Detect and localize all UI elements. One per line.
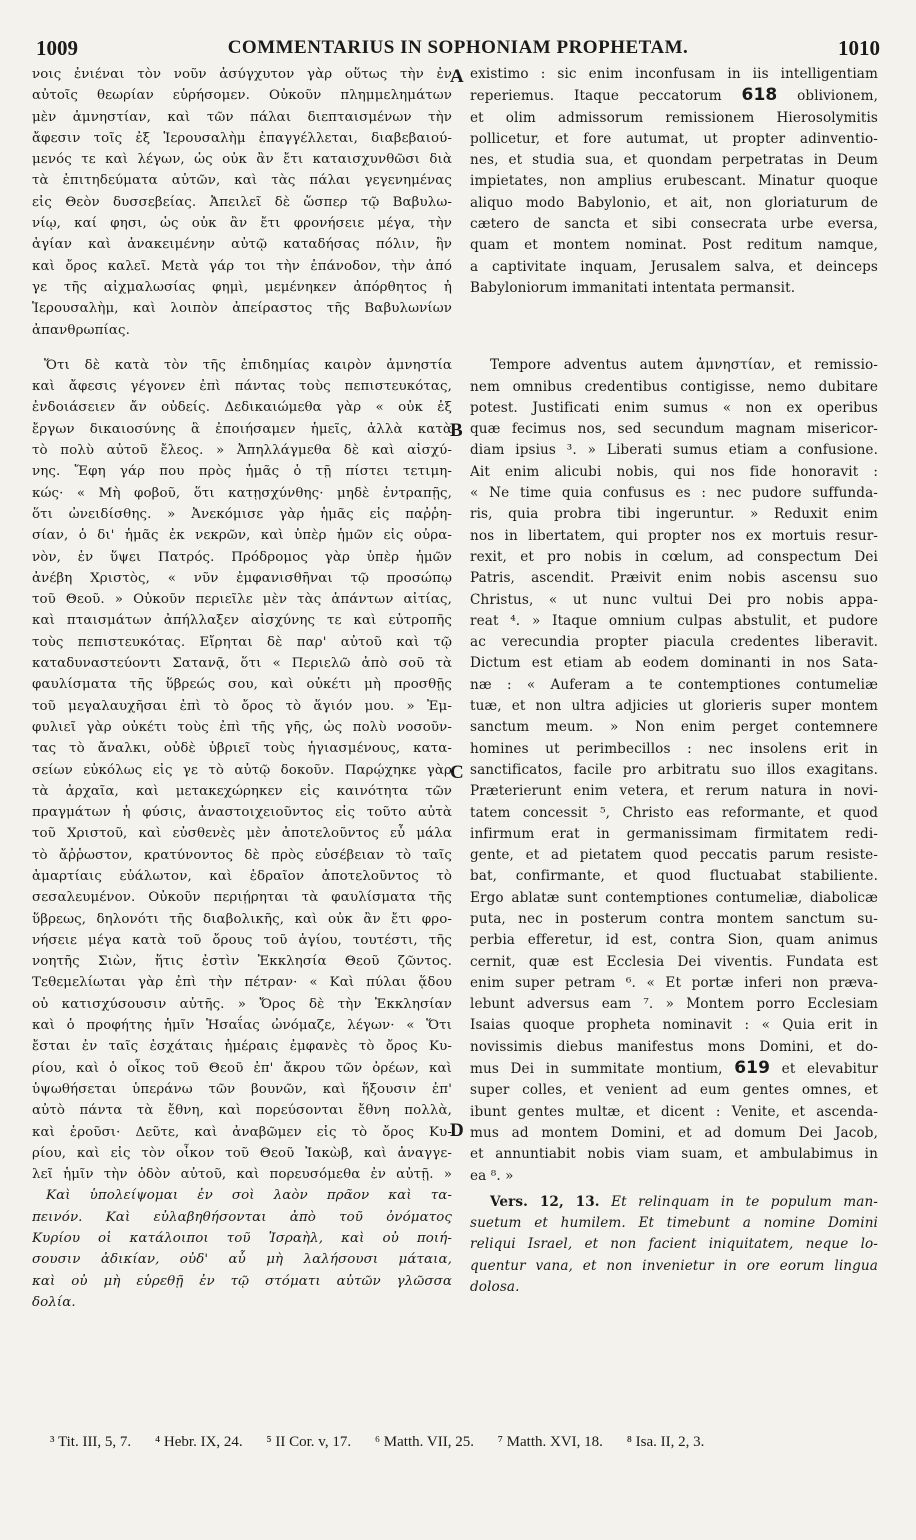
text-line: τὰ ἀρχαῖα, καὶ μετακεχώρηκεν εἰς καινότητα τῶν	[32, 783, 452, 799]
text-line: « Ne time quia confusus es : nec pudore suffunda-	[470, 485, 878, 502]
text-line: ἔργων δικαιοσύνης ἃ ἐποιήσαμεν ἡμεῖς, ἀλλὰ κατὰ	[32, 421, 452, 437]
text-line: Christus, « ut nunc vultui Dei pro nobis appa-	[470, 591, 878, 608]
page-number-left: 1009	[36, 36, 78, 60]
text-line: φυλιεῖ γὰρ οὐκέτι τοὺς ἐπὶ τῆς γῆς, ὡς πολὺ νοσοῦν-	[32, 719, 452, 735]
text-line: Babyloniorum immanitati intentata permansit.	[470, 279, 796, 296]
greek-verse-lemma	[32, 1185, 452, 1313]
text-line: τοὺς πεπιστευκότας. Εἴρηται δὲ παρ' αὐτοῦ καὶ τῷ	[32, 634, 452, 650]
text-line: καταδυναστεύοντι Σατανᾷ, ὅτι « Περιελῶ ἀπὸ σοῦ τὰ	[32, 656, 452, 672]
text-line: nem omnibus credentibus contigisse, nemo dubitare	[470, 378, 878, 395]
text-line: tuæ, et non ultra adjicies ut glorieris super montem	[470, 698, 878, 715]
text-line: ἐνδοιάσειεν ἄν οὐδείς. Δεδικαιώμεθα γὰρ « οὐκ ἐξ	[32, 400, 452, 416]
text-line: ἄφεσιν τοῖς ἐξ Ἱερουσαλὴμ ἐπαγγέλλεται, διαβεβαιού-	[32, 130, 452, 146]
text-line: καὶ ἄφεσις γέγονεν ἐπὶ πάντας τοὺς πεπιστευκότας,	[32, 379, 452, 395]
text-line: pollicetur, et fore autumat, ut propter adinventio-	[470, 130, 878, 147]
footnote: ⁵ II Cor. v, 17.	[266, 1434, 352, 1450]
text-line: cætero de sancta et sibi consecrata urbe eversa,	[470, 216, 878, 233]
text-line: reat ⁴. » Itaque omnium culpas abstulit, et pudore	[470, 612, 878, 629]
text-line: diam ipsius ³. » Liberati sumus etiam a confusione.	[470, 442, 878, 459]
text-line: quam et montem nominat. Post reditum namque,	[470, 237, 878, 254]
text-line: νοητῆς Σιὼν, ἥτις ἐστὶν Ἐκκλησία Θεοῦ ζῶντος.	[32, 954, 452, 970]
latin-column	[470, 64, 878, 1298]
text-line: Dictum est etiam ab eodem dominanti in nos Sata-	[470, 655, 878, 672]
text-line: πεινόν. Καὶ εὐλαβηθήσονται ἀπὸ τοῦ ὀνόματος	[32, 1209, 452, 1225]
running-title: COMMENTARIUS IN SOPHONIAM PROPHETAM.	[227, 37, 689, 58]
text-line: τὸ ἄῤῥωστον, κρατύνοντος δὲ πρὸς εὐσέβειαν τὸ ταῖς	[32, 847, 452, 863]
text-line: Ὅτι δὲ κατὰ τὸν τῆς ἐπιδημίας καιρὸν ἀμνηστία	[44, 357, 452, 373]
text-line: καὶ οὐ μὴ εὑρεθῇ ἐν τῷ στόματι αὐτῶν γλῶσσα	[32, 1273, 452, 1289]
text-line: quentur vana, et non invenietur in ore eorum lingua	[470, 1257, 878, 1274]
text-line: φαυλίσματα τῆς ὕβρεώς σου, καὶ οὐκέτι μὴ προσθῇς	[32, 677, 452, 693]
latin-paragraph-1	[470, 64, 878, 299]
text-line: κώς· « Μὴ φοβοῦ, ὅτι κατῃσχύνθης· μηδὲ ἐντραπῇς,	[32, 485, 452, 501]
page-number-right: 1010	[838, 36, 880, 60]
text-line: λεῖ ἡμῖν τὴν ὁδὸν αὐτοῦ, καὶ πορευσόμεθα ἐν αὐτῇ. »	[32, 1167, 452, 1183]
text-line: ἁμαρτίαις εὐάλωτον, καὶ ἑδραῖον ἀποτελοῦντος τὸ	[32, 868, 452, 884]
footnote: ⁸ Isa. II, 2, 3.	[626, 1434, 705, 1450]
text-line: καὶ ὁ προφήτης ἡμῖν Ἡσαΐας ὠνόμαζε, λέγων· « Ὅτι	[32, 1018, 452, 1034]
text-line: sanctum meum. » Non enim perget contemnere	[470, 719, 878, 736]
text-line: δολία.	[32, 1294, 76, 1310]
text-line: ἀνέβη Χριστὸς, « νῦν ἐμφανισθῆναι τῷ προσώπῳ	[32, 570, 452, 586]
text-line: Ἱερουσαλὴμ, καὶ λοιπὸν ἀπείραστος τῆς Βαβυλωνίων	[32, 301, 452, 317]
footnote: ⁶ Matth. VII, 25.	[374, 1434, 474, 1450]
text-line: τὸ πολὺ αὐτοῦ ἔλεος. » Ἀπηλλάγμεθα δὲ καὶ αἰσχύ-	[32, 443, 452, 459]
text-line: μενός τε καὶ λέγων, ὡς οὐκ ἂν ἔτι καταισχυνθῶσι διὰ	[32, 152, 452, 168]
footnote: ³ Tit. III, 5, 7.	[50, 1434, 132, 1450]
text-line: quæ fecimus nos, sed secundum magnam misericor-	[470, 421, 878, 438]
text-line: ὕβρεως, δηλονότι τῆς διαβολικῆς, καὶ οὐκ ἂν ἔτι φρο-	[32, 911, 452, 927]
text-line: novissimis diebus manifestus mons Domini, et do-	[470, 1038, 878, 1055]
text-line: bat, confirmante, et quod fluctuabat stabiliente.	[470, 868, 878, 885]
text-line: reliqui Israel, et non facient iniquitatem, neque lo-	[470, 1236, 878, 1253]
text-line: mus ad montem Domini, et ad domum Dei Jacob,	[470, 1124, 878, 1141]
text-line: ρίου, καὶ εἰς τὸν οἶκον τοῦ Θεοῦ Ἰακὼβ, καὶ ἀναγγε-	[32, 1145, 452, 1161]
text-line: Κυρίου οἱ κατάλοιποι τοῦ Ἰσραὴλ, καὶ οὐ ποιή-	[32, 1231, 452, 1247]
text-line: καὶ ἐροῦσι· Δεῦτε, καὶ ἀναβῶμεν εἰς τὸ ὄρος Κυ-	[32, 1124, 452, 1140]
text-line: nes, et studia sua, et quondam perpetratas in Deum	[470, 152, 878, 169]
text-line: τοῦ Θεοῦ. » Οὐκοῦν περιεῖλε μὲν τὰς ἁπάντων αἰτίας,	[32, 592, 452, 608]
text-line: homines ut perimbecillos : nec insolens erit in	[470, 740, 878, 757]
text-line: ὅτι ὠνειδίσθης. » Ἀνεκόμισε γὰρ ἡμᾶς εἰς παῤῥη-	[32, 506, 452, 522]
text-line: nos in libertatem, qui propter nos ex mortuis resur-	[470, 527, 878, 544]
column-number: 618	[741, 85, 778, 106]
footnote: ⁴ Hebr. IX, 24.	[154, 1434, 243, 1450]
text-line: impietates, non amplius erubescant. Minatur quoque	[470, 173, 878, 190]
text-line: νήσειε μέγα κατὰ τοῦ ὄρους τοῦ ἁγίου, τουτέστι, τῆς	[32, 932, 452, 948]
text-line: σουσιν ἀδικίαν, οὐδ' αὖ μὴ λαλήσουσι μάταια,	[32, 1252, 452, 1268]
text-line: et annuntiabit nobis viam suam, et ambulabimus in	[470, 1146, 878, 1163]
text-line: γε τῆς αἰχμαλωσίας φημὶ, μεμένηκεν ἀπόρθητος ἡ	[32, 279, 452, 295]
text-line: νίῳ, καί φησι, ὡς οὐκ ἂν ἔτι φρονήσειε μέγα, τὴν	[32, 216, 452, 232]
text-line: suetum et humilem. Et timebunt a nomine Domini	[470, 1215, 878, 1232]
text-line: μὲν ἀμνηστίαν, καὶ τῶν πάλαι διεπταισμένων τὴν	[32, 109, 452, 125]
footnote: ⁷ Matth. XVI, 18.	[497, 1434, 603, 1450]
text-line: ἔσται ἐν ταῖς ἐσχάταις ἡμέραις ἐμφανὲς τὸ ὄρος Κυ-	[32, 1039, 452, 1055]
text-line: potest. Justificati enim sumus « non ex operibus	[470, 399, 878, 416]
greek-paragraph-2	[32, 355, 452, 1186]
text-line: ἀπανθρωπίας.	[32, 322, 130, 338]
text-line: πραγμάτων ἡ φύσις, ἀναστοιχειοῦντος εἰς τοῦτο αὐτὰ	[32, 805, 452, 821]
text-line: ρίου, καὶ ὁ οἶκος τοῦ Θεοῦ ἐπ' ἄκρου τῶν ὀρέων, καὶ	[32, 1060, 452, 1076]
text-line: εἰς Θεὸν δυσσεβείας. Ἀπειλεῖ δὲ ὥσπερ τῷ Βαβυλω-	[32, 194, 452, 210]
text-line: a captivitate inquam, Jerusalem salva, et deinceps	[470, 258, 878, 275]
text-line: τοῦ Χριστοῦ, καὶ εὐσθενὲς μὲν ἀποτελοῦντος εὖ μάλα	[32, 826, 452, 842]
text-line: καὶ ὄρος καλεῖ. Μετὰ γάρ τοι τὴν ἐπάνοδον, τὴν ἀπό	[32, 258, 452, 274]
section-marker-c: C	[450, 762, 464, 783]
text-line: ac verecundia propter piacula credentes liberavit.	[470, 634, 878, 651]
text-line: tatem concessit ⁵, Christo eas reformante, et quod	[470, 804, 878, 821]
text-line: ὑψωθήσεται ὑπεράνω τῶν βουνῶν, καὶ ἥξουσιν ἐπ'	[32, 1081, 452, 1097]
text-line: super colles, et venient ad eum gentes omnes, et	[470, 1082, 878, 1099]
text-line: τοῦ μεγαλαυχῆσαι ἐπὶ τὸ ὄρος τὸ ἅγιόν μου. » Ἐμ-	[32, 698, 452, 714]
page-header	[36, 36, 880, 62]
text-line: Patris, ascendit. Præivit enim nobis ascensu suo	[470, 570, 878, 587]
text-line: ibunt gentes multæ, et dicent : Venite, et ascenda-	[470, 1103, 878, 1120]
text-line: καὶ πταισμάτων ἀπήλλαξεν αἰσχύνης τε καὶ εὐτροπῆς	[32, 613, 452, 629]
text-line: rexit, et pro nobis in cœlum, ad conspectum Dei	[470, 548, 878, 565]
text-line: Præterierunt enim vetera, et rerum natura in novi-	[470, 783, 878, 800]
text-line: σεσαλευμένον. Οὐκοῦν περιῄρηται τὰ φαυλίσματα τῆς	[32, 890, 452, 906]
text-line: puta, nec in posterum contra montem sanctum su-	[470, 910, 878, 927]
text-line: ris, quia probra tibi ingeruntur. » Reduxit enim	[470, 506, 878, 523]
latin-paragraph-2	[470, 355, 878, 1187]
text-line: mus Dei in summitate montium, 619 et elevabitur	[470, 1058, 878, 1079]
text-line: et olim admissorum remissionem Hierosolymitis	[470, 109, 878, 126]
text-line: cernit, quæ est Ecclesia Dei viventis. Fundata est	[470, 953, 878, 970]
section-marker-b: B	[450, 420, 463, 441]
text-line: οὐ κατισχύσουσιν αὐτῆς. » Ὄρος δὲ τὴν Ἐκκλησίαν	[32, 996, 452, 1012]
text-line: νοις ἐνιέναι τὸν νοῦν ἀσύγχυτον γὰρ οὕτως τὴν ἐν	[32, 67, 452, 82]
text-line: ea ⁸. »	[470, 1167, 514, 1184]
text-line: gente, et ad pietatem quod peccatis parum resiste-	[470, 847, 878, 864]
section-marker-a: A	[450, 66, 464, 87]
text-line: Vers. 12, 13. Et relinquam in te populum man-	[490, 1193, 878, 1210]
text-line: dolosa.	[470, 1279, 520, 1296]
text-line: σίαν, ὁ δι' ἡμᾶς ἐκ νεκρῶν, καὶ ὑπὲρ ἡμῶν εἰς οὐρα-	[32, 528, 452, 544]
text-line: infirmum erat in germanissimam firmitatem redi-	[470, 825, 878, 842]
text-line: τας τὸ ἄναλκι, οὐδὲ ὑβριεῖ τοὺς ἡγιασμένους, κατα-	[32, 741, 452, 757]
text-line: sanctificatos, facile pro arbitratu suo illos exagitans.	[470, 761, 878, 778]
text-line: Tempore adventus autem ἀμνηστίαν, et remissio-	[490, 357, 878, 374]
section-marker-d: D	[450, 1120, 464, 1141]
text-line: Τεθεμελίωται γὰρ ἐπὶ τὴν πέτραν· « Καὶ πύλαι ᾅδου	[32, 975, 452, 991]
text-line: existimo : sic enim inconfusam in iis intelligentiam	[470, 66, 878, 82]
column-number: 619	[734, 1058, 771, 1079]
greek-column	[32, 64, 452, 1313]
text-line: τὰ ἐπιτηδεύματα αὐτῶν, καὶ τὰς πάλαι γεγενημένας	[32, 173, 452, 189]
text-line: Isaias quoque propheta nominavit : « Quia erit in	[470, 1017, 878, 1034]
text-line: νὸν, ἐν ὕψει Πατρός. Πρόδρομος γὰρ ὑπὲρ ἡμῶν	[32, 549, 452, 565]
text-line: aliquo modo Babylonio, et ait, non gloriaturum de	[470, 194, 878, 211]
footnotes	[50, 1434, 890, 1451]
text-line: ἁγίαν καὶ ἀνακειμένην αὐτῷ καταδήσας πόλιν, ἣν	[32, 237, 452, 253]
text-line: αὐτοῖς θεωρίαν εὑρήσομεν. Οὐκοῦν πλημμελημάτων	[32, 88, 452, 104]
verse-label: Vers. 12, 13.	[490, 1193, 600, 1210]
text-line: lebunt adversus eam ⁷. » Montem porro Ecclesiam	[470, 996, 878, 1013]
text-line: enim super petram ⁶. « Et portæ inferi non præva-	[470, 974, 878, 991]
text-line: reperiemus. Itaque peccatorum 618 oblivionem,	[470, 85, 878, 106]
text-line: næ : « Auferam a te contemptiones contumeliæ	[470, 676, 878, 693]
text-line: αὐτὸ πάντα τὰ ἔθνη, καὶ πορεύσονται ἔθνη πολλὰ,	[32, 1103, 452, 1119]
text-line: νης. Ἔφη γάρ που πρὸς ἡμᾶς ὁ τῇ πίστει τετιμη-	[32, 464, 452, 480]
text-line: Ergo ablatæ sunt contemptiones contumeliæ, diabolicæ	[470, 889, 878, 906]
text-line: Καὶ ὑπολείψομαι ἐν σοὶ λαὸν πρᾶον καὶ τα-	[46, 1188, 452, 1204]
text-line: Ait enim alicubi nobis, qui nos fide honoravit :	[470, 463, 878, 480]
text-line: perbia efferetur, id est, contra Sion, quam animus	[470, 932, 878, 949]
text-line: σείων εὐκόλως εἰς γε τὸ αὐτῷ δοκοῦν. Παρῴχηκε γὰρ	[32, 762, 452, 778]
greek-paragraph-1	[32, 64, 452, 341]
latin-verse-lemma	[470, 1192, 878, 1298]
